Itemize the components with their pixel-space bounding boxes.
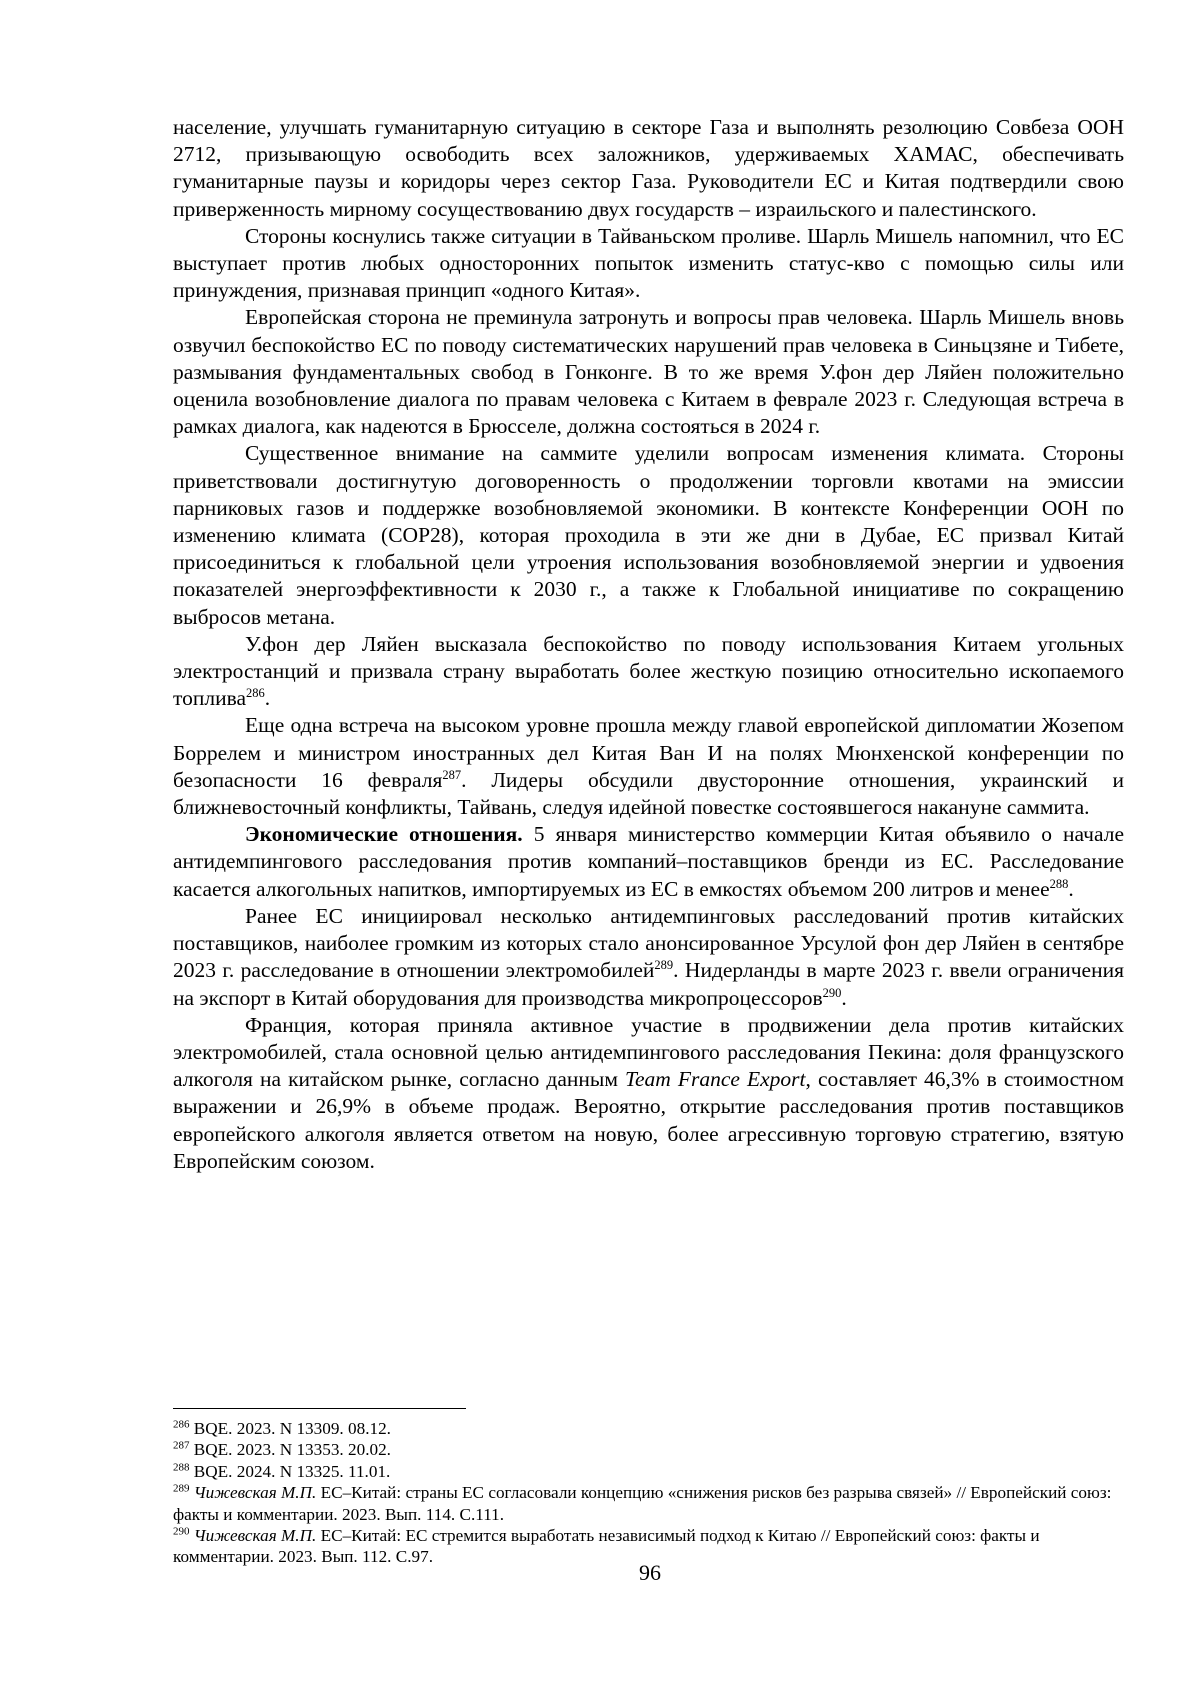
footnote-author: Чижевская М.П. (193, 1483, 317, 1503)
footnote-ref-286[interactable]: 286 (246, 686, 265, 701)
main-text (173, 114, 1124, 1175)
footnote-286 (173, 1418, 1124, 1439)
footnote-289 (173, 1482, 1124, 1525)
paragraph-france-text-1: Франция, которая приняла активное участие в продвижении дела против китайских электромобилей, стала основной целью антидемпингового расследования Пекина: доля французского алкоголя на китайском рынке, согласно данным (173, 1012, 1124, 1092)
footnote-text: BQE. 2024. N 13325. 11.01. (189, 1461, 391, 1481)
paragraph-france-text-2: , составляет 46,3% в стоимостном выражении и 26,9% в объеме продаж. Вероятно, открытие расследования против поставщиков европейского алкоголя является ответом на новую, более агрессивную торговую стратегию, взятую Европейским союзом. (173, 1067, 1125, 1173)
paragraph-antidumping (173, 903, 1124, 1012)
footnote-separator (173, 1408, 466, 1409)
footnote-number: 290 (173, 1525, 190, 1538)
paragraph-human-rights: Европейская сторона не преминула затронуть и вопросы прав человека. Шарль Мишель вновь озвучил беспокойство ЕС по поводу систематических нарушений прав человека в Синьцзяне и Тибете, размывания фундаментальных свобод в Гонконге. В то же время У.фон дер Ляйен положительно оценила возобновление диалога по правам человека с Китаем в феврале 2023 г. Следующая встреча в рамках диалога, как надеются в Брюсселе, должна состояться в 2024 г. (173, 305, 1124, 439)
paragraph-antidumping-end: . (841, 985, 847, 1010)
paragraph-antidumping-mid: . Нидерланды в марте 2023 г. ввели ограничения на экспорт в Китай оборудования для производства микропроцессоров (173, 958, 1124, 1010)
footnote-text: ЕС–Китай: ЕС стремится выработать независимый подход к Китаю // Европейский союз: факты и комментарии. 2023. Вып. 112. С.97. (173, 1526, 1040, 1567)
paragraph-antidumping-text: Ранее ЕС инициировал несколько антидемпинговых расследований против китайских поставщиков, наиболее громким из которых стало анонсированное Урсулой фон дер Ляйен в сентябре 2023 г. расследование в отношении электромобилей (173, 903, 1124, 983)
footnote-ref-287[interactable]: 287 (442, 767, 462, 782)
paragraph-munich-rest: . Лидеры обсудили двусторонние отношения, украинский и ближневосточный конфликты, Тайвань, следуя идейной повестке состоявшегося накануне саммита. (173, 767, 1124, 820)
footnote-ref-288[interactable]: 288 (1049, 876, 1069, 891)
footnote-text: BQE. 2023. N 13309. 08.12. (189, 1419, 391, 1438)
paragraph-economic (173, 821, 1124, 903)
section-heading-economic: Экономические отношения. (245, 822, 523, 847)
paragraph-munich-text: Еще одна встреча на высоком уровне прошла между главой европейской дипломатии Жозепом Боррелем и министром иностранных дел Китая Ван И на полях Мюнхенской конференции по безопасности 16 февраля (173, 713, 1124, 792)
footnote-author: Чижевская М.П. (193, 1526, 317, 1546)
paragraph-gaza: население, улучшать гуманитарную ситуацию в секторе Газа и выполнять резолюцию Совбеза ООН 2712, призывающую освободить всех заложников, удерживаемых ХАМАС, обеспечивать гуманитарные паузы и коридоры через сектор Газа. Руководители ЕС и Китая подтвердили свою приверженность мирному сосуществованию двух государств – израильского и палестинского. (173, 115, 1124, 221)
footnote-ref-290[interactable]: 290 (822, 985, 842, 1000)
paragraph-economic-end: . (1068, 876, 1074, 901)
footnote-number: 287 (173, 1439, 190, 1452)
paragraph-munich (173, 712, 1124, 821)
paragraph-coal-end: . (264, 686, 271, 711)
footnote-text: ЕС–Китай: страны ЕС согласовали концепцию «снижения рисков без разрыва связей» // Европейский союз: факты и комментарии. 2023. Вып. 114. С.111. (173, 1483, 1112, 1524)
footnote-ref-289[interactable]: 289 (654, 958, 674, 973)
footnote-number: 288 (173, 1461, 190, 1474)
footnote-text: BQE. 2023. N 13353. 20.02. (189, 1440, 391, 1460)
footnote-288 (173, 1461, 1124, 1482)
footnotes (173, 1418, 1124, 1568)
paragraph-france (173, 1012, 1124, 1175)
paragraph-economic-text: 5 января министерство коммерции Китая объявило о начале антидемпингового расследования против компаний–поставщиков бренди из ЕС. Расследование касается алкогольных напитков, импортируемых из ЕС в емкостях объемом 200 литров и менее (173, 822, 1124, 901)
footnote-287 (173, 1439, 1124, 1460)
footnote-number: 289 (173, 1482, 190, 1495)
page-number: 96 (639, 1560, 661, 1585)
paragraph-coal-text: У.фон дер Ляйен высказала беспокойство по поводу использования Китаем угольных электростанций и призвала страну выработать более жесткую позицию относительно ископаемого топлива (173, 631, 1124, 711)
paragraph-climate: Существенное внимание на саммите уделили вопросам изменения климата. Стороны приветствовали достигнутую договоренность о продолжении торговли квотами на эмиссии парниковых газов и поддержке возобновляемой экономики. В контексте Конференции ООН по изменению климата (COP28), которая проходила в эти же дни в Дубае, ЕС призвал Китай присоединиться к глобальной цели утроения использования возобновляемой энергии и удвоения показателей энергоэффективности к 2030 г., а также к Глобальной инициативе по сокращению выбросов метана. (173, 441, 1124, 629)
footnote-number: 286 (173, 1418, 190, 1431)
paragraph-taiwan: Стороны коснулись также ситуации в Тайваньском проливе. Шарль Мишель напомнил, что ЕС выступает против любых односторонних попыток изменить статус-кво с помощью силы или принуждения, признавая принцип «одного Китая». (173, 223, 1124, 303)
paragraph-coal (173, 631, 1124, 713)
team-france-export: Team France Export (625, 1067, 806, 1092)
